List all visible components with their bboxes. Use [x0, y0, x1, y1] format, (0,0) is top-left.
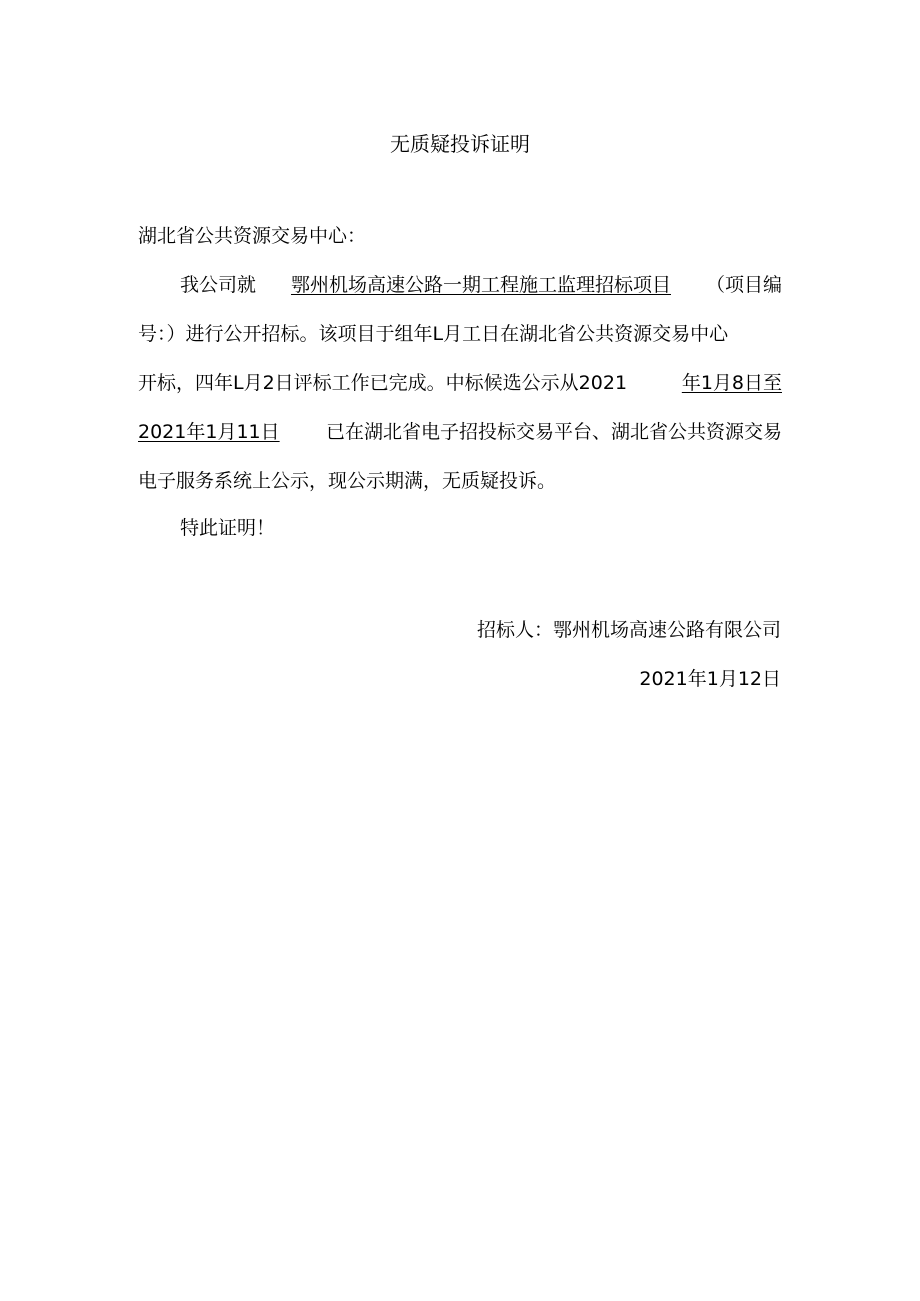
end-date: 2021年1月11日 — [138, 421, 280, 443]
closing-statement: 特此证明！ — [180, 517, 276, 539]
document-title: 无质疑投诉证明 — [390, 132, 530, 156]
line1-suffix: （项目编 — [705, 274, 782, 296]
paragraph-line-2 — [138, 316, 782, 365]
paragraph-line-3 — [138, 365, 782, 414]
line4-text: 已在湖北省电子招投标交易平台、湖北省公共资源交易 — [325, 421, 782, 443]
line1-prefix: 我公司就 — [180, 274, 257, 296]
paragraph-line-1 — [138, 267, 782, 316]
addressee: 湖北省公共资源交易中心： — [138, 225, 367, 247]
project-name: 鄂州机场高速公路一期工程施工监理招标项目 — [290, 274, 671, 296]
start-date: 年1月8日至 — [681, 372, 782, 394]
line2-text: 号：）进行公开招标。该项目于组年L月工日在湖北省公共资源交易中心 — [138, 323, 729, 345]
signer: 招标人：鄂州机场高速公路有限公司 — [476, 619, 781, 641]
line3-text: 开标，四年L月2日评标工作已完成。中标候选公示从2021 — [138, 372, 628, 394]
line5-text: 电子服务系统上公示，现公示期满，无质疑投诉。 — [138, 470, 557, 492]
paragraph-line-5 — [138, 463, 782, 512]
signature-date: 2021年1月12日 — [639, 668, 781, 690]
paragraph-line-4 — [138, 414, 782, 463]
body-paragraph — [138, 267, 782, 512]
